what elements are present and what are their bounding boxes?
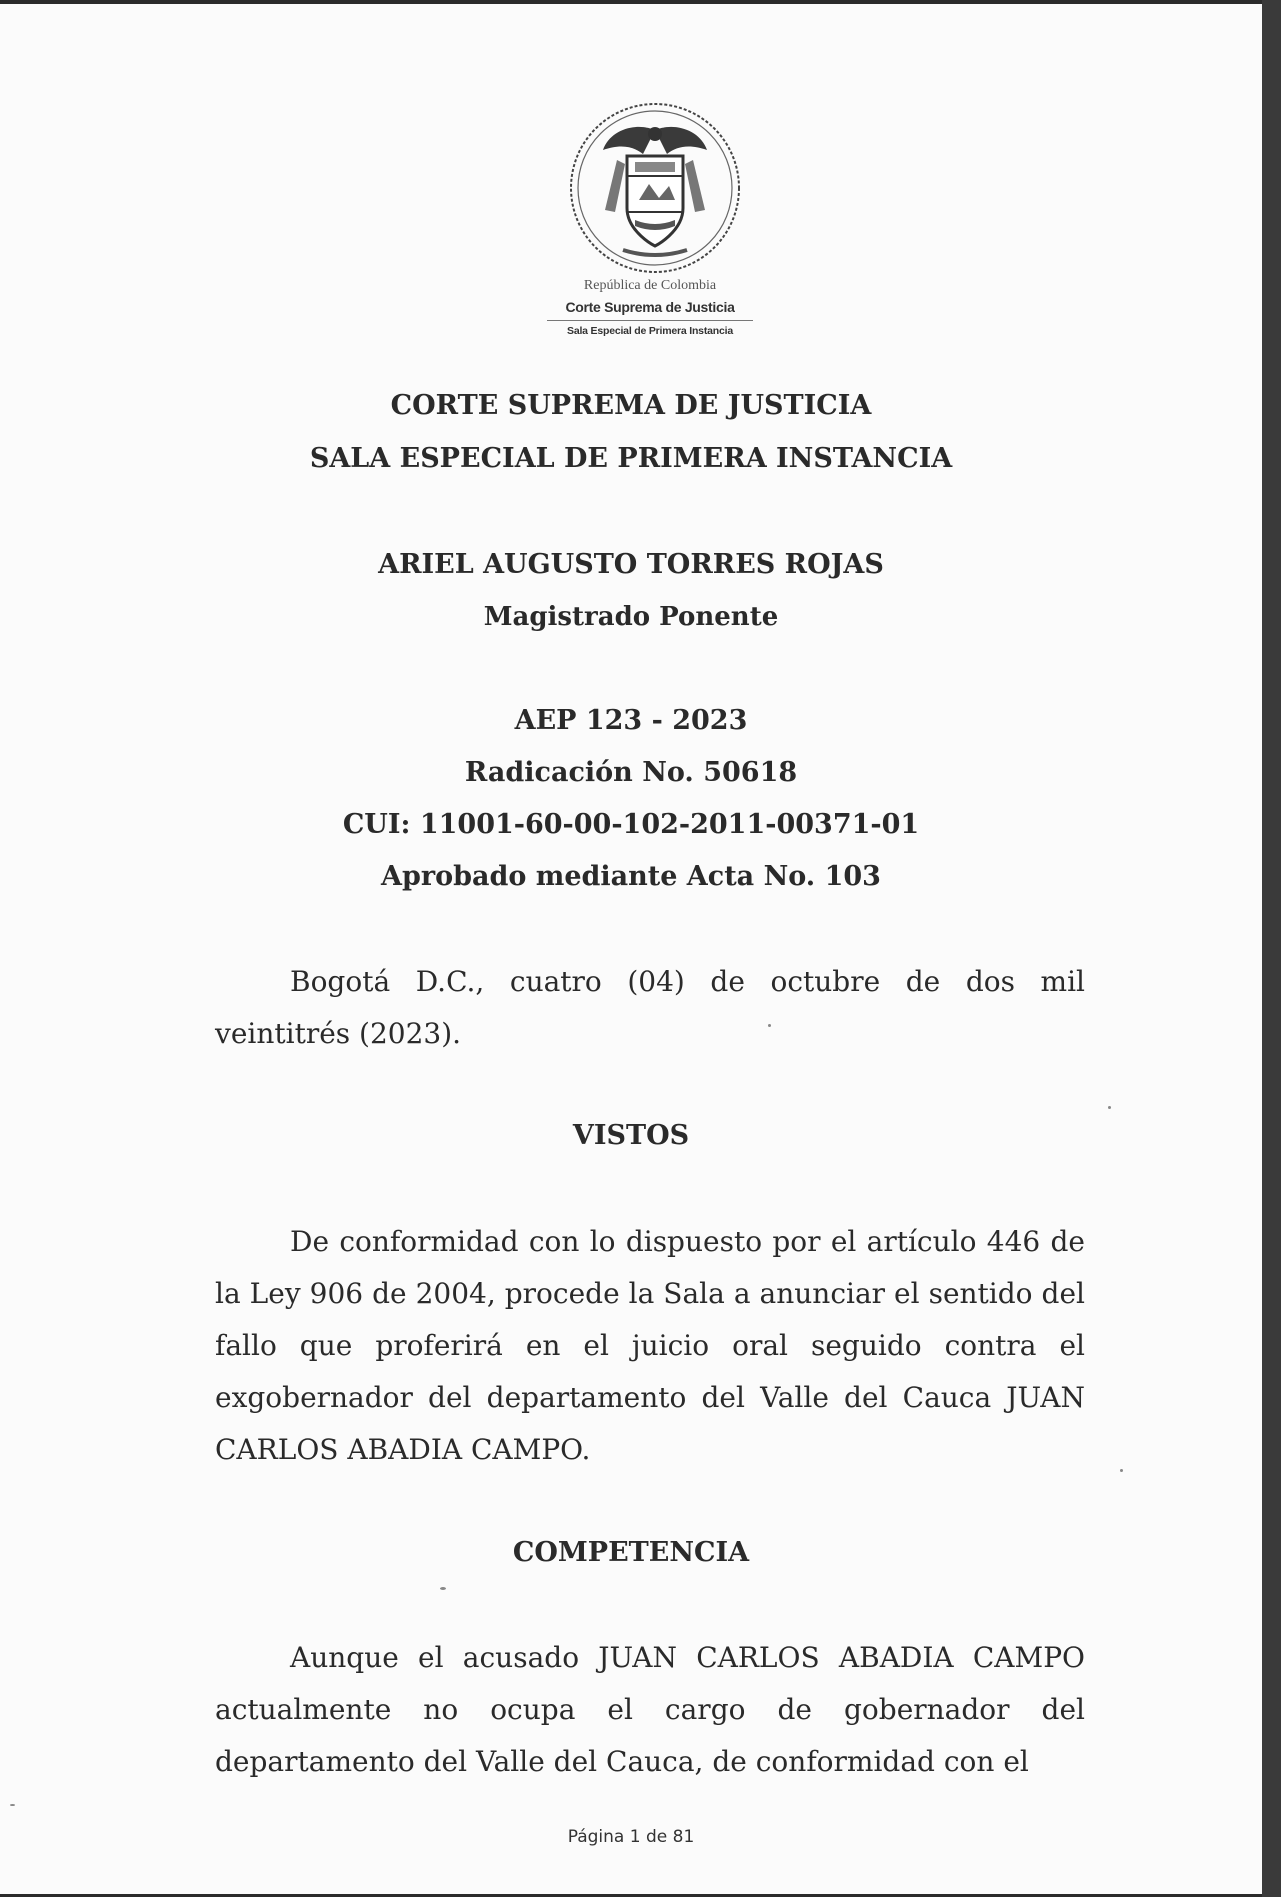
competencia-paragraph: [215, 1632, 1085, 1788]
competencia-heading: COMPETENCIA: [512, 1537, 750, 1568]
scan-speck: [768, 1024, 771, 1027]
case-id: AEP 123 - 2023: [514, 705, 748, 736]
acta-approval: Aprobado mediante Acta No. 103: [381, 861, 881, 892]
scan-speck: [1108, 1106, 1111, 1109]
seal-caption-divider: [547, 320, 753, 321]
date-text: Bogotá D.C., cuatro (04) de octubre de dos mil veintitrés (2023).: [215, 965, 1085, 1050]
vistos-heading: VISTOS: [572, 1120, 690, 1151]
competencia-text: Aunque el acusado JUAN CARLOS ABADIA CAMPO actualmente no ocupa el cargo de gobernador del departamento del Valle del Cauca, de conformidad con el: [215, 1641, 1085, 1778]
seal-caption: [520, 276, 780, 338]
cui-number: CUI: 11001-60-00-102-2011-00371-01: [342, 809, 920, 840]
scan-speck: [440, 1587, 446, 1590]
scan-border: [1262, 0, 1281, 1897]
seal-caption-country: República de Colombia: [583, 278, 717, 293]
scan-speck: [1120, 1469, 1123, 1472]
page-number: Página 1 de 81: [567, 1827, 695, 1847]
court-title: CORTE SUPREMA DE JUSTICIA: [390, 390, 872, 421]
magistrate-role: Magistrado Ponente: [483, 602, 779, 632]
vistos-text: De conformidad con lo dispuesto por el artículo 446 de la Ley 906 de 2004, procede la Sala a anunciar el sentido del fallo que proferirá en el juicio oral seguido contra el exgobernador del departamento del Valle del Cauca JUAN CARLOS ABADIA CAMPO.: [215, 1225, 1085, 1466]
document-page: [0, 4, 1262, 1894]
seal-caption-court: Corte Suprema de Justicia: [565, 299, 735, 315]
chamber-title: SALA ESPECIAL DE PRIMERA INSTANCIA: [309, 443, 953, 474]
seal-caption-chamber: Sala Especial de Primera Instancia: [567, 325, 733, 337]
date-paragraph: [215, 956, 1085, 1060]
radicacion-number: Radicación No. 50618: [464, 757, 798, 788]
scan-speck: [10, 1804, 15, 1806]
colombia-coat-of-arms-seal: [565, 100, 745, 276]
vistos-paragraph: [215, 1216, 1085, 1476]
magistrate-name: ARIEL AUGUSTO TORRES ROJAS: [378, 549, 884, 580]
